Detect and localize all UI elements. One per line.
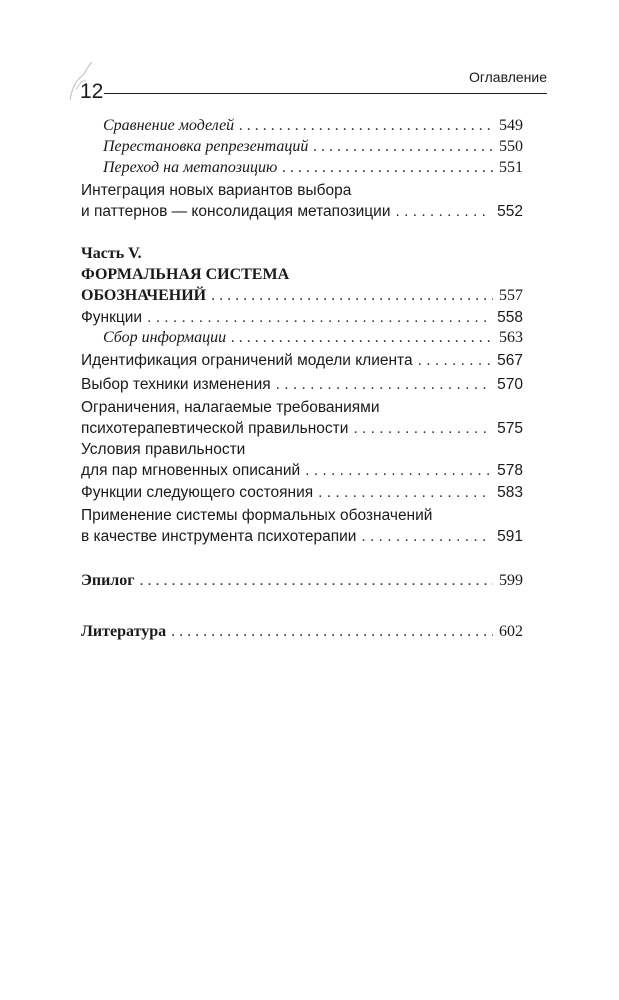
part-title-line1: ФОРМАЛЬНАЯ СИСТЕМА xyxy=(81,266,290,283)
toc-entry-page: 551 xyxy=(499,159,523,176)
toc-entry-epilogue xyxy=(81,570,523,591)
leader-dots xyxy=(361,526,491,547)
toc-entry-title: Функции следующего состояния xyxy=(81,484,314,501)
toc-entry-title-line1: Применение системы формальных обозначений xyxy=(81,507,433,524)
toc-entry-page: 602 xyxy=(499,623,523,640)
toc-entry-page: 563 xyxy=(499,329,523,346)
toc-entry-title: Эпилог xyxy=(81,572,135,589)
toc-entry xyxy=(103,115,523,136)
leader-dots xyxy=(313,136,493,157)
page-number: 12 xyxy=(80,80,104,103)
toc-entry xyxy=(103,327,523,348)
toc-entry-page: 567 xyxy=(497,352,523,369)
toc-entry xyxy=(81,505,523,547)
toc-entry xyxy=(81,397,523,439)
leader-dots xyxy=(418,350,492,371)
toc-entry-page: 599 xyxy=(499,572,523,589)
toc-entry-page: 558 xyxy=(497,309,523,326)
toc-entry xyxy=(103,136,523,157)
toc-entry-title: в качестве инструмента психотерапии xyxy=(81,528,357,545)
toc-entry-page: 550 xyxy=(499,138,523,155)
toc-entry-title: Функции xyxy=(81,309,143,326)
toc-entry xyxy=(103,157,523,178)
toc-entry xyxy=(81,482,523,503)
toc-entry-title: Литература xyxy=(81,623,167,640)
leader-dots xyxy=(211,285,493,306)
toc-entry-title-line1: Интеграция новых вариантов выбора xyxy=(81,182,352,199)
part-title: ОБОЗНАЧЕНИЙ xyxy=(81,287,207,304)
toc-entry-title: Переход на метапозицию xyxy=(103,159,278,176)
toc-entry xyxy=(81,350,523,371)
toc-entry-page: 570 xyxy=(497,376,523,393)
toc-part-heading xyxy=(81,243,523,306)
toc-entry-title: Перестановка репрезентаций xyxy=(103,138,309,155)
running-head: Оглавление xyxy=(468,69,547,85)
toc-entry-page: 578 xyxy=(497,462,523,479)
toc-entry-title: для пар мгновенных описаний xyxy=(81,462,301,479)
toc-entry-page: 583 xyxy=(497,484,523,501)
toc-entry-page: 552 xyxy=(497,203,523,220)
toc-entry-literature xyxy=(81,621,523,642)
leader-dots xyxy=(282,157,493,178)
toc-entry xyxy=(81,180,523,222)
leader-dots xyxy=(395,201,491,222)
leader-dots xyxy=(239,115,493,136)
toc-entry xyxy=(81,374,523,395)
toc-entry-page: 591 xyxy=(497,528,523,545)
toc-entry-page: 549 xyxy=(499,117,523,134)
leader-dots xyxy=(231,327,493,348)
toc-entry xyxy=(81,439,523,481)
leader-dots xyxy=(140,570,493,591)
leader-dots xyxy=(318,482,491,503)
toc-entry-page: 575 xyxy=(497,420,523,437)
toc-entry-title: Сравнение моделей xyxy=(103,117,235,134)
leader-dots xyxy=(305,460,491,481)
leader-dots xyxy=(171,621,493,642)
leader-dots xyxy=(276,374,491,395)
leader-dots xyxy=(147,307,491,328)
toc-entry xyxy=(81,307,523,328)
toc-entry-title: Идентификация ограничений модели клиента xyxy=(81,352,413,369)
part-label: Часть V. xyxy=(81,245,142,262)
toc-entry-title-line1: Условия правильности xyxy=(81,441,246,458)
toc-entry-title: и паттернов — консолидация метапозиции xyxy=(81,203,391,220)
toc-entry-title: Сбор информации xyxy=(103,329,227,346)
toc-entry-title-line1: Ограничения, налагаемые требованиями xyxy=(81,399,380,416)
toc-entry-page: 557 xyxy=(499,287,523,304)
header-rule xyxy=(104,93,547,94)
toc-entry-title: Выбор техники изменения xyxy=(81,376,271,393)
leader-dots xyxy=(353,418,491,439)
toc-entry-title: психотерапевтической правильности xyxy=(81,420,349,437)
